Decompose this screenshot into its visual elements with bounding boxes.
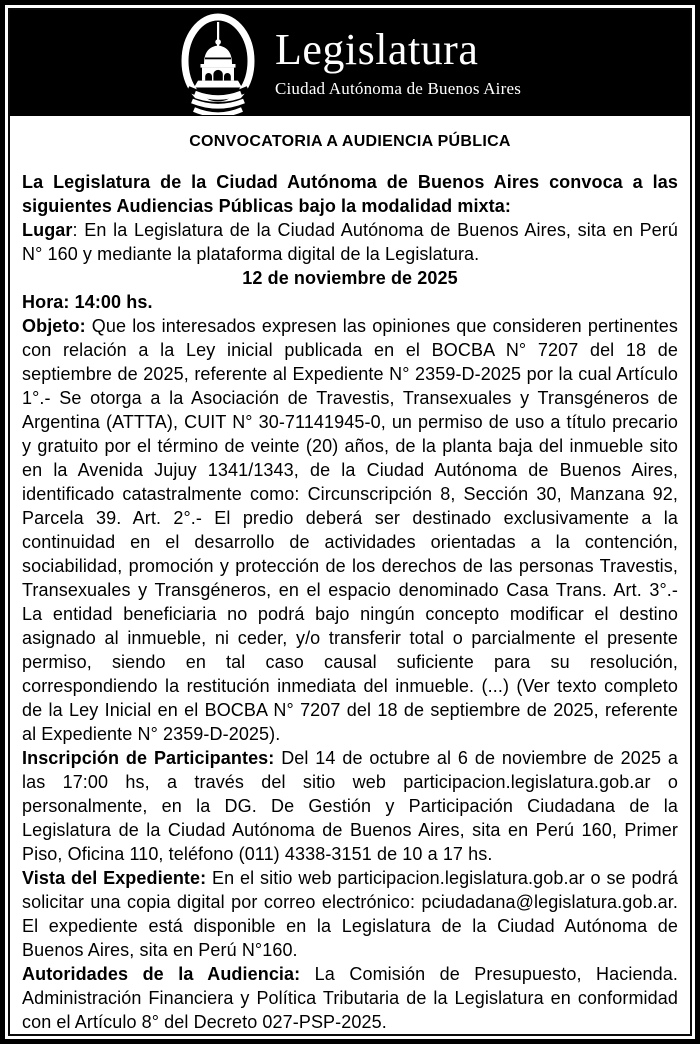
notice-frame <box>8 8 692 1036</box>
date-heading: 12 de noviembre de 2025 <box>242 268 458 288</box>
autoridades-label: Autoridades de la Audiencia: <box>22 964 301 984</box>
legislatura-cupola-icon <box>179 13 257 115</box>
intro-paragraph: La Legislatura de la Ciudad Autónoma de Buenos Aires convoca a las siguientes Audiencias Públicas bajo la modalidad mixta: <box>22 172 678 216</box>
objeto-paragraph <box>22 314 678 746</box>
lugar-label: Lugar <box>22 220 73 240</box>
hora-line: Hora: 14:00 hs. <box>22 292 153 312</box>
notice-body <box>10 116 690 1036</box>
vista-paragraph <box>22 866 678 962</box>
objeto-text: Que los interesados expresen las opiniones que consideren pertinentes con relación a la Ley inicial publicada en el BOCBA N° 7207 del 18 de septiembre de 2025, referente al Expediente N° 2359-D-2025 por la cual Artículo 1°.- Se otorga a la Asociación de Travestis, Transexuales y Transgéneros de Argentina (ATTTA), CUIT N° 30-71141945-0, un permiso de uso a título precario y gratuito por el término de veinte (20) años, de la planta baja del inmueble sito en la Avenida Jujuy 1341/1343, de la Ciudad Autónoma de Buenos Aires, identificado catastralmente como: Circunscripción 8, Sección 30, Manzana 92, Parcela 39. Art. 2°.- El predio deberá ser destinado exclusivamente a la continuidad en el desarrollo de actividades orientadas a la contención, sociabilidad, promoción y protección de los derechos de las personas Travestis, Transexuales y Transgéneros, en el espacio denominado Casa Trans. Art. 3°.- La entidad beneficiaria no podrá bajo ningún concepto modificar el destino asignado al inmueble, ni ceder, y/o transferir total o parcialmente el presente permiso, siendo en tal caso causal suficiente para su resolución, correspondiendo la restitución inmediata del inmueble. (...) (Ver texto completo de la Ley Inicial en el BOCBA N° 7207 del 18 de septiembre de 2025, referente al Expediente N° 2359-D-2025). <box>22 316 678 744</box>
notice-title: CONVOCATORIA A AUDIENCIA PÚBLICA <box>189 133 511 150</box>
inscripcion-label: Inscripción de Participantes: <box>22 748 275 768</box>
autoridades-paragraph <box>22 962 678 1034</box>
brand-title: Legislatura <box>274 24 479 74</box>
autoridades-text: La Comisión de Presupuesto, Hacienda. Administración Financiera y Política Tributaria de la Legislatura en conformidad con el Artículo 8° del Decreto 027-PSP-2025. <box>22 964 678 1032</box>
vista-label: Vista del Expediente: <box>22 868 207 888</box>
vista-text: En el sitio web participacion.legislatura.gob.ar o se podrá solicitar una copia digital por correo electrónico: pciudadana@legislatura.gob.ar. El expediente está disponible en la Legislatura de la Ciudad Autónoma de Buenos Aires, sita en Perú N°160. <box>22 868 678 960</box>
brand-block <box>274 24 522 99</box>
objeto-label: Objeto: <box>22 316 86 336</box>
lugar-paragraph <box>22 218 678 266</box>
inscripcion-text: Del 14 de octubre al 6 de noviembre de 2025 a las 17:00 hs, a través del sitio web participacion.legislatura.gob.ar o personalmente, en la DG. De Gestión y Participación Ciudadana de la Legislatura de la Ciudad Autónoma de Buenos Aires, sita en Perú 160, Primer Piso, Oficina 110, teléfono (011) 4338-3151 de 10 a 17 hs. <box>22 748 679 864</box>
lugar-text: : En la Legislatura de la Ciudad Autónoma de Buenos Aires, sita en Perú N° 160 y mediante la plataforma digital de la Legislatura. <box>22 220 678 264</box>
header-band <box>10 10 690 116</box>
inscripcion-paragraph <box>22 746 678 866</box>
brand-subtitle: Ciudad Autónoma de Buenos Aires <box>274 78 522 98</box>
